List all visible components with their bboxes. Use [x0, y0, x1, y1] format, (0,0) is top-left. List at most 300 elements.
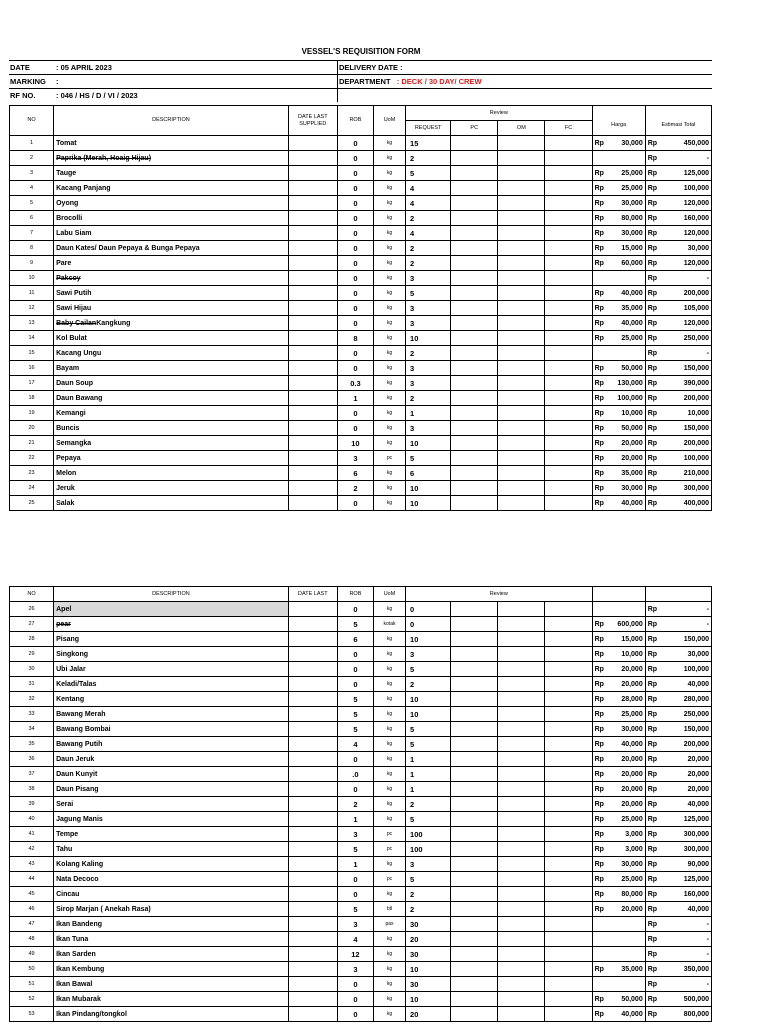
row-description-text: Melon [56, 469, 77, 477]
row-request: 20 [406, 1007, 451, 1022]
harga-amount: 20,000 [621, 454, 643, 462]
row-estimasi-total [645, 391, 711, 406]
table-row [10, 722, 712, 737]
row-harga [592, 136, 645, 151]
row-om [498, 677, 545, 692]
row-om [498, 722, 545, 737]
row-description [54, 947, 289, 962]
row-date-last-supplied [288, 932, 337, 947]
row-description-text: Pare [56, 259, 72, 267]
currency-label: Rp [647, 755, 658, 763]
total-amount: 300,000 [683, 845, 709, 853]
row-pc [451, 827, 498, 842]
total-amount: 400,000 [683, 499, 709, 507]
currency-label: Rp [594, 965, 604, 973]
row-uom: pc [373, 872, 405, 887]
harga-amount: 10,000 [621, 650, 643, 658]
row-om [498, 932, 545, 947]
row-estimasi-total [645, 451, 711, 466]
row-uom: kg [373, 406, 405, 421]
row-uom: kg [373, 977, 405, 992]
row-harga [592, 1007, 645, 1022]
table-row [10, 662, 712, 677]
row-pc [451, 617, 498, 632]
row-request: 20 [406, 932, 451, 947]
marking-label: MARKING [9, 75, 55, 89]
currency-label: Rp [647, 244, 658, 252]
row-no: 25 [10, 496, 54, 511]
row-estimasi-total [645, 887, 711, 902]
row-rob: 4 [337, 932, 373, 947]
row-estimasi-total [645, 737, 711, 752]
table-row [10, 451, 712, 466]
row-rob: 0.3 [337, 376, 373, 391]
row-no: 5 [10, 196, 54, 211]
total-amount: 100,000 [683, 184, 709, 192]
col-pc: PC [451, 121, 498, 136]
row-uom: btl [373, 902, 405, 917]
row-harga [592, 647, 645, 662]
row-request: 3 [406, 857, 451, 872]
row-om [498, 797, 545, 812]
currency-label: Rp [594, 635, 604, 643]
total-amount: - [706, 980, 709, 988]
row-rob: 2 [337, 481, 373, 496]
row-harga [592, 376, 645, 391]
row-no: 2 [10, 151, 54, 166]
row-uom: kg [373, 662, 405, 677]
row-rob: 0 [337, 301, 373, 316]
row-om [498, 241, 545, 256]
row-uom: kg [373, 361, 405, 376]
col-review: Review [406, 106, 593, 121]
row-date-last-supplied [288, 857, 337, 872]
row-rob: 0 [337, 196, 373, 211]
row-fc [545, 602, 592, 617]
currency-label: Rp [594, 680, 604, 688]
harga-amount: 25,000 [621, 169, 643, 177]
row-fc [545, 241, 592, 256]
table-row [10, 496, 712, 511]
table-row [10, 166, 712, 181]
row-no: 49 [10, 947, 54, 962]
row-date-last-supplied [288, 181, 337, 196]
currency-label: Rp [594, 409, 604, 417]
row-rob: 10 [337, 436, 373, 451]
row-fc [545, 286, 592, 301]
row-rob: 0 [337, 782, 373, 797]
row-pc [451, 271, 498, 286]
row-om [498, 602, 545, 617]
total-amount: 100,000 [683, 454, 709, 462]
row-om [498, 902, 545, 917]
currency-label: Rp [647, 785, 658, 793]
row-estimasi-total [645, 692, 711, 707]
row-uom: kg [373, 692, 405, 707]
row-harga [592, 677, 645, 692]
row-pc [451, 166, 498, 181]
row-fc [545, 632, 592, 647]
row-date-last-supplied [288, 496, 337, 511]
currency-label: Rp [647, 349, 658, 357]
row-pc [451, 406, 498, 421]
row-description [54, 391, 289, 406]
row-request: 30 [406, 917, 451, 932]
row-no: 4 [10, 181, 54, 196]
row-date-last-supplied [288, 436, 337, 451]
row-pc [451, 707, 498, 722]
harga-amount: 35,000 [621, 304, 643, 312]
row-request: 5 [406, 451, 451, 466]
row-rob: 0 [337, 602, 373, 617]
col-harga: Harga [592, 106, 645, 136]
row-pc [451, 767, 498, 782]
row-no: 50 [10, 962, 54, 977]
total-amount: 10,000 [687, 409, 709, 417]
row-fc [545, 181, 592, 196]
total-amount: 160,000 [683, 214, 709, 222]
row-description [54, 256, 289, 271]
table-row [10, 421, 712, 436]
row-date-last-supplied [288, 451, 337, 466]
table-row [10, 917, 712, 932]
harga-amount: 30,000 [621, 139, 643, 147]
row-date-last-supplied [288, 647, 337, 662]
requisition-table-1 [9, 105, 712, 511]
row-uom: kg [373, 391, 405, 406]
row-no: 23 [10, 466, 54, 481]
row-date-last-supplied [288, 812, 337, 827]
row-rob: 5 [337, 722, 373, 737]
row-no: 37 [10, 767, 54, 782]
total-amount: - [706, 154, 709, 162]
row-pc [451, 872, 498, 887]
row-request: 15 [406, 136, 451, 151]
row-description [54, 842, 289, 857]
row-rob: 0 [337, 977, 373, 992]
row-om [498, 977, 545, 992]
row-description [54, 722, 289, 737]
row-description [54, 196, 289, 211]
row-fc [545, 151, 592, 166]
row-description [54, 977, 289, 992]
row-harga [592, 436, 645, 451]
currency-label: Rp [594, 439, 604, 447]
row-request: 2 [406, 902, 451, 917]
row-estimasi-total [645, 241, 711, 256]
row-pc [451, 211, 498, 226]
row-estimasi-total [645, 797, 711, 812]
table-row [10, 767, 712, 782]
table-row [10, 962, 712, 977]
row-estimasi-total [645, 151, 711, 166]
row-description [54, 707, 289, 722]
row-rob: 4 [337, 737, 373, 752]
row-rob: 0 [337, 496, 373, 511]
row-date-last-supplied [288, 797, 337, 812]
currency-label: Rp [647, 665, 658, 673]
total-amount: 20,000 [687, 770, 709, 778]
table-row [10, 842, 712, 857]
row-harga [592, 196, 645, 211]
table-row [10, 301, 712, 316]
row-description [54, 962, 289, 977]
table-row [10, 271, 712, 286]
row-estimasi-total [645, 376, 711, 391]
table-row [10, 602, 712, 617]
total-amount: 300,000 [683, 830, 709, 838]
row-om [498, 617, 545, 632]
row-date-last-supplied [288, 391, 337, 406]
row-description-text: pear [56, 620, 71, 628]
col-review-2: Review [406, 587, 593, 602]
row-fc [545, 496, 592, 511]
row-uom: kg [373, 632, 405, 647]
row-date-last-supplied [288, 632, 337, 647]
row-no: 46 [10, 902, 54, 917]
total-amount: 450,000 [683, 139, 709, 147]
row-request: 3 [406, 421, 451, 436]
currency-label: Rp [594, 785, 604, 793]
row-description-text: Salak [56, 499, 75, 507]
row-date-last-supplied [288, 662, 337, 677]
row-no: 45 [10, 887, 54, 902]
row-date-last-supplied [288, 767, 337, 782]
row-pc [451, 316, 498, 331]
row-rob: 1 [337, 857, 373, 872]
row-no: 31 [10, 677, 54, 692]
currency-label: Rp [647, 334, 658, 342]
table-row [10, 737, 712, 752]
row-description [54, 481, 289, 496]
table-row [10, 241, 712, 256]
currency-label: Rp [594, 289, 604, 297]
row-no: 21 [10, 436, 54, 451]
currency-label: Rp [647, 229, 658, 237]
row-date-last-supplied [288, 136, 337, 151]
row-no: 17 [10, 376, 54, 391]
row-fc [545, 812, 592, 827]
currency-label: Rp [647, 950, 658, 958]
total-amount: 90,000 [687, 860, 709, 868]
total-amount: - [706, 349, 709, 357]
form-header [9, 60, 712, 102]
row-harga [592, 421, 645, 436]
row-description-text: Oyong [56, 199, 79, 207]
row-om [498, 271, 545, 286]
row-fc [545, 707, 592, 722]
row-no: 14 [10, 331, 54, 346]
row-estimasi-total [645, 632, 711, 647]
col-description: DESCRIPTION [54, 106, 289, 136]
row-rob: 0 [337, 361, 373, 376]
row-uom: kg [373, 286, 405, 301]
row-date-last-supplied [288, 692, 337, 707]
row-description [54, 602, 289, 617]
total-amount: - [706, 620, 709, 628]
row-estimasi-total [645, 226, 711, 241]
row-harga [592, 271, 645, 286]
row-estimasi-total [645, 917, 711, 932]
row-uom: kg [373, 136, 405, 151]
row-pc [451, 662, 498, 677]
harga-amount: 30,000 [621, 229, 643, 237]
total-amount: 390,000 [683, 379, 709, 387]
currency-label: Rp [647, 469, 658, 477]
row-request: 2 [406, 887, 451, 902]
row-uom: kg [373, 226, 405, 241]
currency-label: Rp [647, 680, 658, 688]
row-om [498, 842, 545, 857]
total-amount: 210,000 [683, 469, 709, 477]
row-description-text: Kol Bulat [56, 334, 87, 342]
row-om [498, 887, 545, 902]
row-rob: 3 [337, 451, 373, 466]
currency-label: Rp [594, 650, 604, 658]
row-no: 13 [10, 316, 54, 331]
row-estimasi-total [645, 361, 711, 376]
row-pc [451, 1007, 498, 1022]
row-pc [451, 692, 498, 707]
row-no: 29 [10, 647, 54, 662]
row-pc [451, 376, 498, 391]
row-request: 3 [406, 301, 451, 316]
row-no: 8 [10, 241, 54, 256]
row-uom: kg [373, 181, 405, 196]
row-date-last-supplied [288, 872, 337, 887]
row-estimasi-total [645, 1007, 711, 1022]
row-harga [592, 917, 645, 932]
row-fc [545, 361, 592, 376]
row-description-text: Daun Soup [56, 379, 94, 387]
row-no: 19 [10, 406, 54, 421]
row-estimasi-total [645, 767, 711, 782]
row-harga [592, 887, 645, 902]
row-rob: 0 [337, 136, 373, 151]
total-amount: 280,000 [683, 695, 709, 703]
row-harga [592, 932, 645, 947]
row-harga [592, 151, 645, 166]
row-description-text: Bawang Putih [56, 740, 103, 748]
row-request: 2 [406, 677, 451, 692]
row-description-text: Singkong [56, 650, 88, 658]
row-om [498, 647, 545, 662]
currency-label: Rp [594, 995, 604, 1003]
row-uom: kg [373, 376, 405, 391]
row-om [498, 301, 545, 316]
row-uom: pax [373, 917, 405, 932]
currency-label: Rp [594, 905, 604, 913]
row-description [54, 241, 289, 256]
row-rob: 5 [337, 842, 373, 857]
row-no: 15 [10, 346, 54, 361]
row-date-last-supplied [288, 827, 337, 842]
row-pc [451, 181, 498, 196]
harga-amount: 25,000 [621, 184, 643, 192]
table-row [10, 436, 712, 451]
total-amount: 125,000 [683, 169, 709, 177]
row-rob: 1 [337, 812, 373, 827]
row-estimasi-total [645, 602, 711, 617]
currency-label: Rp [647, 184, 658, 192]
row-om [498, 662, 545, 677]
table-row [10, 932, 712, 947]
row-om [498, 346, 545, 361]
table-row [10, 692, 712, 707]
col-no-2: NO [10, 587, 54, 602]
row-pc [451, 286, 498, 301]
row-no: 18 [10, 391, 54, 406]
total-amount: 150,000 [683, 725, 709, 733]
currency-label: Rp [647, 304, 658, 312]
row-request: 1 [406, 752, 451, 767]
row-pc [451, 887, 498, 902]
row-request: 2 [406, 346, 451, 361]
row-fc [545, 617, 592, 632]
requisition-table-2 [9, 586, 712, 1022]
col-fc: FC [545, 121, 592, 136]
row-uom: kg [373, 301, 405, 316]
row-request: 10 [406, 992, 451, 1007]
row-no: 47 [10, 917, 54, 932]
row-no: 35 [10, 737, 54, 752]
row-date-last-supplied [288, 947, 337, 962]
currency-label: Rp [594, 364, 604, 372]
row-estimasi-total [645, 301, 711, 316]
row-description-text: Ikan Pindang/tongkol [56, 1010, 127, 1018]
row-fc [545, 797, 592, 812]
row-fc [545, 331, 592, 346]
row-pc [451, 151, 498, 166]
table-row [10, 316, 712, 331]
row-description [54, 737, 289, 752]
row-harga [592, 256, 645, 271]
row-no: 38 [10, 782, 54, 797]
row-description-text: Apel [56, 605, 72, 613]
row-harga [592, 602, 645, 617]
row-estimasi-total [645, 617, 711, 632]
row-description-text: Bayam [56, 364, 80, 372]
row-harga [592, 842, 645, 857]
row-harga [592, 226, 645, 241]
row-date-last-supplied [288, 887, 337, 902]
row-uom: kg [373, 932, 405, 947]
row-pc [451, 902, 498, 917]
row-estimasi-total [645, 707, 711, 722]
row-description-text: Daun Kates/ Daun Pepaya & Bunga Pepaya [56, 244, 200, 252]
rf-value: : 046 / HS / D / VI / 2023 [55, 89, 338, 103]
total-amount: 160,000 [683, 890, 709, 898]
total-amount: 125,000 [683, 815, 709, 823]
row-rob: 5 [337, 692, 373, 707]
harga-amount: 20,000 [621, 800, 643, 808]
row-rob: 0 [337, 271, 373, 286]
row-description [54, 617, 289, 632]
currency-label: Rp [594, 454, 604, 462]
row-description [54, 136, 289, 151]
currency-label: Rp [594, 710, 604, 718]
row-description [54, 662, 289, 677]
row-estimasi-total [645, 857, 711, 872]
total-amount: 150,000 [683, 424, 709, 432]
row-harga [592, 391, 645, 406]
row-om [498, 316, 545, 331]
currency-label: Rp [647, 274, 658, 282]
row-rob: 0 [337, 406, 373, 421]
row-no: 28 [10, 632, 54, 647]
row-estimasi-total [645, 166, 711, 181]
row-pc [451, 602, 498, 617]
